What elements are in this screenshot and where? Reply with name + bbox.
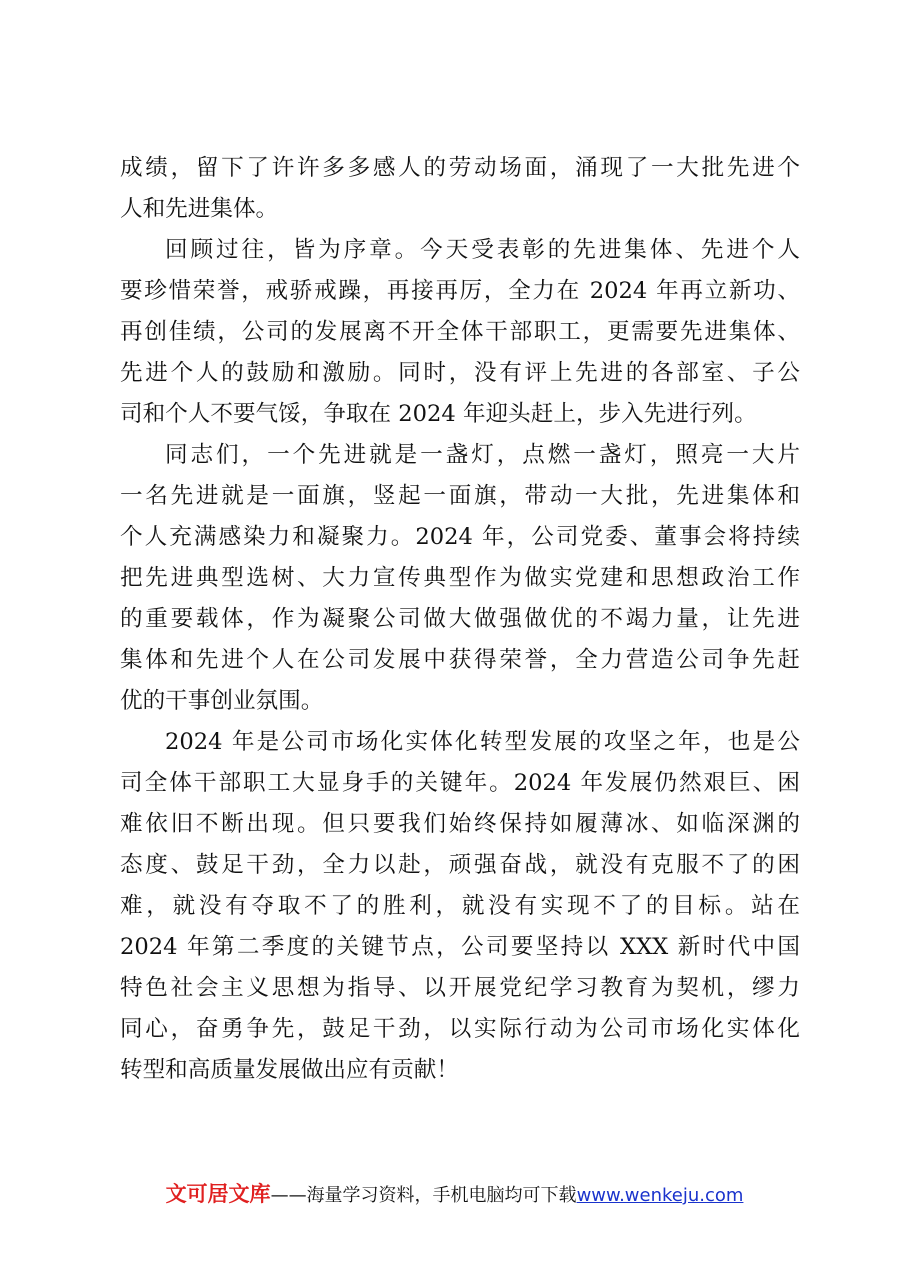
text-line: 一名先进就是一面旗，竖起一面旗，带动一大批，先进集体和 xyxy=(120,483,800,509)
document-body xyxy=(120,148,800,1091)
text-line: 2024 年是公司市场化实体化转型发展的攻坚之年，也是公 xyxy=(165,729,800,755)
text-line: 同心，奋勇争先，鼓足干劲，以实际行动为公司市场化实体化 xyxy=(120,1016,800,1042)
text-line: 再创佳绩，公司的发展离不开全体干部职工，更需要先进集体、 xyxy=(120,319,800,345)
text-line: 人和先进集体。 xyxy=(120,196,279,222)
footer-banner xyxy=(0,1180,909,1210)
text-line: 回顾过往，皆为序章。今天受表彰的先进集体、先进个人 xyxy=(165,237,800,263)
text-line: 特色社会主义思想为指导、以开展党纪学习教育为契机，缪力 xyxy=(120,975,800,1001)
text-line: 要珍惜荣誉，戒骄戒躁，再接再厉，全力在 2024 年再立新功、 xyxy=(120,278,800,304)
text-line: 态度、鼓足干劲，全力以赴，顽强奋战，就没有克服不了的困 xyxy=(120,852,800,878)
text-line: 先进个人的鼓励和激励。同时，没有评上先进的各部室、子公 xyxy=(120,360,800,386)
text-line: 个人充满感染力和凝聚力。2024 年，公司党委、董事会将持续 xyxy=(120,524,800,550)
text-line: 的重要载体，作为凝聚公司做大做强做优的不竭力量，让先进 xyxy=(120,606,800,632)
text-line: 把先进典型选树、大力宣传典型作为做实党建和思想政治工作 xyxy=(120,565,800,591)
website-link[interactable]: www.wenkeju.com xyxy=(576,1185,744,1206)
footer-slogan: ——海量学习资料，手机电脑均可下载 xyxy=(270,1185,577,1206)
text-line: 难，就没有夺取不了的胜利，就没有实现不了的目标。站在 xyxy=(120,893,800,919)
text-line: 司全体干部职工大显身手的关键年。2024 年发展仍然艰巨、困 xyxy=(120,770,800,796)
brand-name: 文可居文库 xyxy=(165,1182,271,1206)
text-line: 2024 年第二季度的关键节点，公司要坚持以 XXX 新时代中国 xyxy=(120,934,800,960)
text-line: 司和个人不要气馁，争取在 2024 年迎头赶上，步入先进行列。 xyxy=(120,401,757,427)
text-line: 成绩，留下了许许多多感人的劳动场面，涌现了一大批先进个 xyxy=(120,155,800,181)
text-line: 集体和先进个人在公司发展中获得荣誉，全力营造公司争先赶 xyxy=(120,647,800,673)
text-line: 优的干事创业氛围。 xyxy=(120,688,324,714)
text-line: 同志们，一个先进就是一盏灯，点燃一盏灯，照亮一大片 xyxy=(165,442,800,468)
text-line: 难依旧不断出现。但只要我们始终保持如履薄冰、如临深渊的 xyxy=(120,811,800,837)
text-line: 转型和高质量发展做出应有贡献！ xyxy=(120,1057,459,1083)
